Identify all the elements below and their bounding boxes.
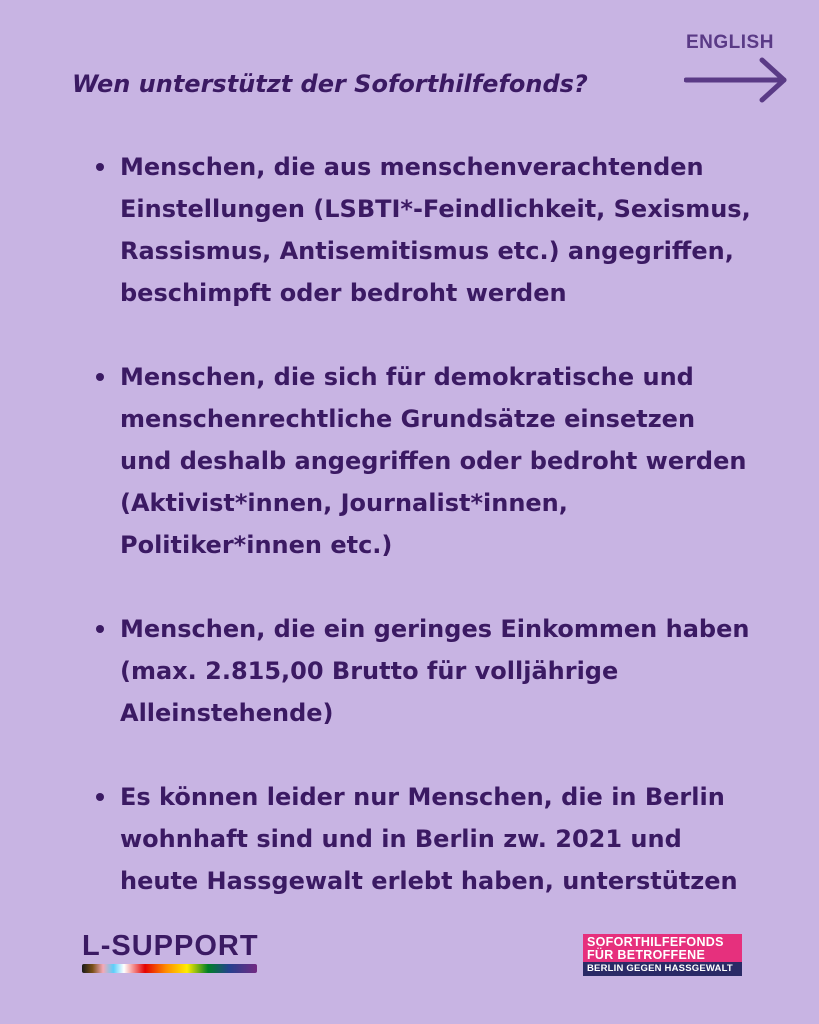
list-item: Menschen, die sich für demokratische und menschenrechtliche Grundsätze einsetzen und deshalb angegriffen oder bedroht werden (Aktivist*innen, Journalist*innen, Politiker*innen etc.): [92, 356, 752, 566]
english-link[interactable]: ENGLISH: [686, 32, 774, 53]
criteria-list: [92, 146, 752, 944]
list-item: Menschen, die ein geringes Einkommen haben (max. 2.815,00 Brutto für volljährige Alleinstehende): [92, 608, 752, 734]
fund-logo-tagline: BERLIN GEGEN HASSGEWALT: [583, 962, 742, 976]
page-title: Wen unterstützt der Soforthilfefonds?: [72, 70, 588, 98]
fund-logo-line: SOFORTHILFEFONDS: [583, 934, 742, 949]
soforthilfefonds-logo: [583, 934, 742, 976]
l-support-logo: L-SUPPORT: [82, 930, 259, 962]
fund-logo-line: FÜR BETROFFENE: [583, 949, 742, 962]
list-item: Es können leider nur Menschen, die in Berlin wohnhaft sind und in Berlin zw. 2021 und heute Hassgewalt erlebt haben, unterstützen: [92, 776, 752, 902]
arrow-right-icon[interactable]: [684, 56, 790, 104]
list-item: Menschen, die aus menschenverachtenden Einstellungen (LSBTI*-Feindlichkeit, Sexismus, Rassismus, Antisemitismus etc.) angegriffen, beschimpft oder bedroht werden: [92, 146, 752, 314]
rainbow-stripe: [82, 964, 257, 973]
